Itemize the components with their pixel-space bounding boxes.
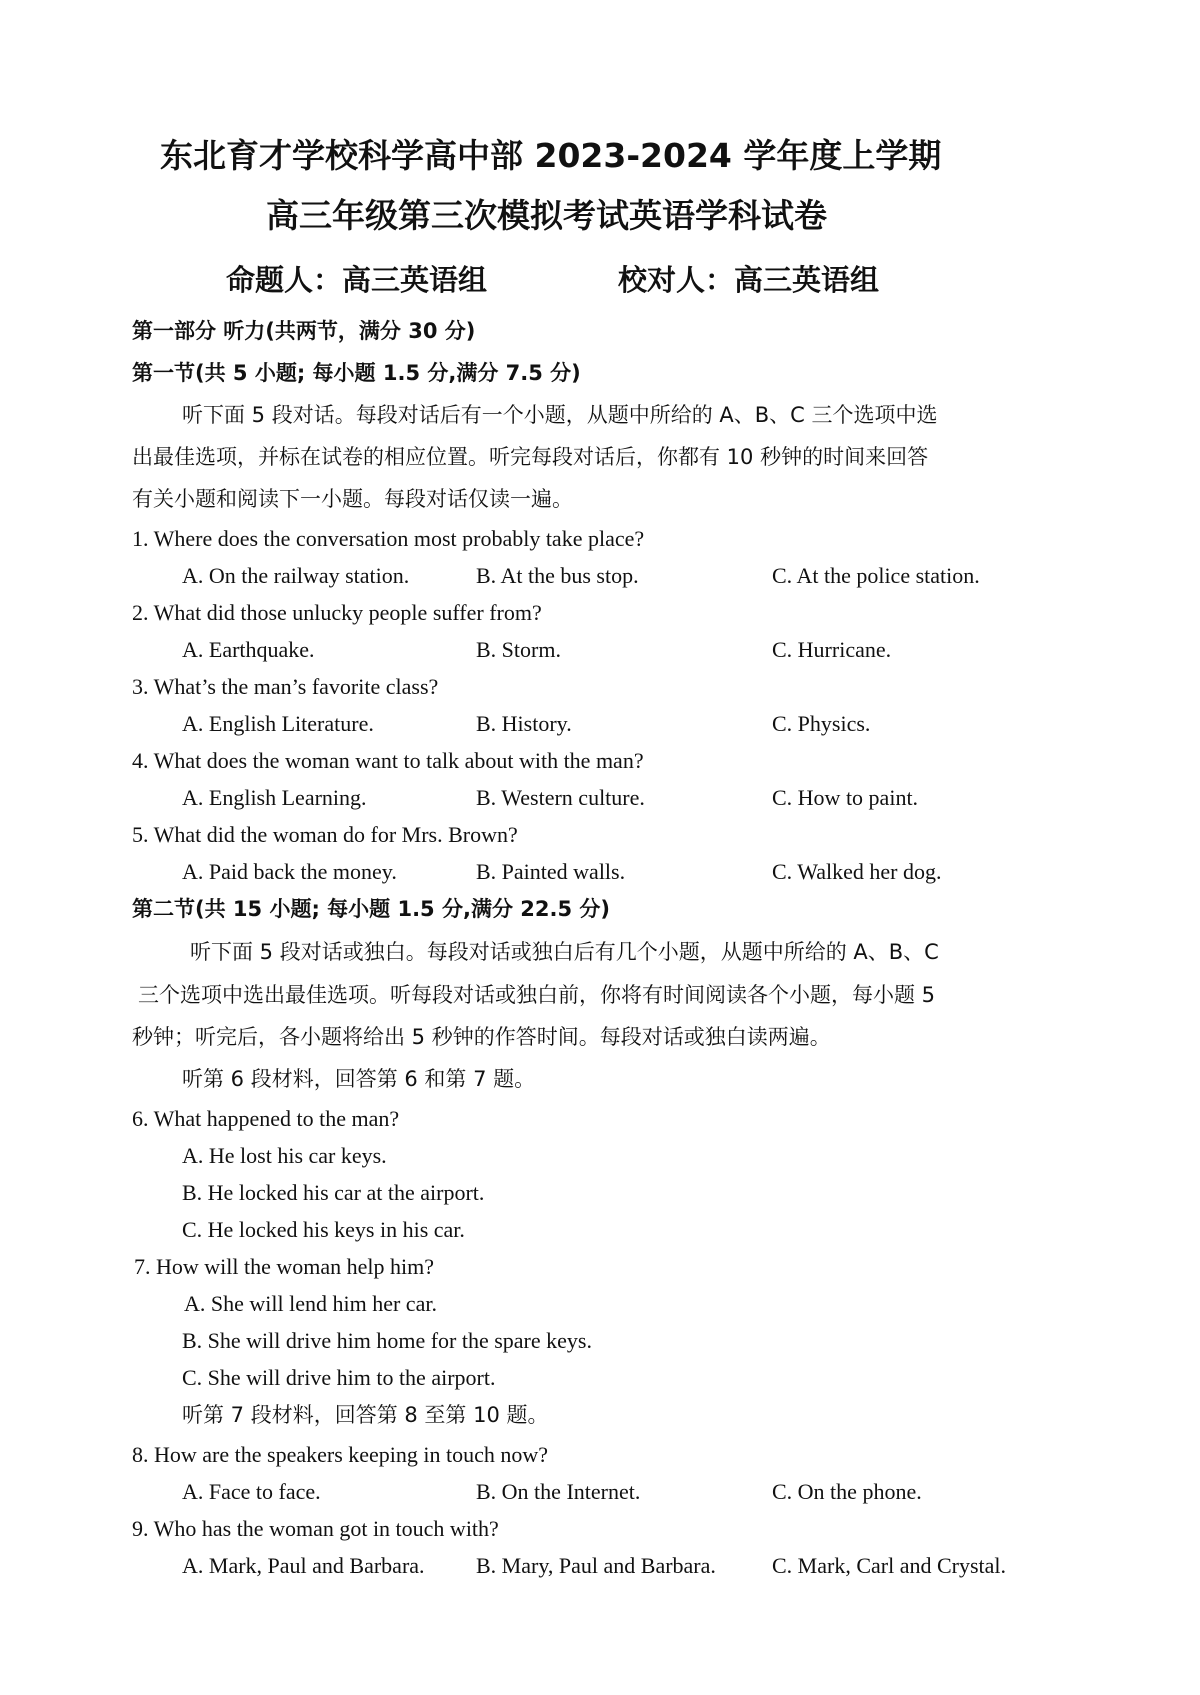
option-a: A. Mark, Paul and Barbara. — [182, 1553, 425, 1578]
option-b: B. Storm. — [476, 637, 561, 662]
option-a: A. Paid back the money. — [182, 859, 397, 884]
option-a: A. He lost his car keys. — [182, 1143, 387, 1168]
question-text: 1. Where does the conversation most probably take place? — [132, 526, 645, 551]
question-text: 9. Who has the woman got in touch with? — [132, 1516, 499, 1541]
material-note: 听第 6 段材料，回答第 6 和第 7 题。 — [182, 1067, 536, 1091]
part-heading: 第一部分 听力(共两节，满分 30 分) — [132, 319, 476, 343]
question-text: 7. How will the woman help him? — [134, 1254, 435, 1279]
question-text: 5. What did the woman do for Mrs. Brown? — [132, 822, 518, 847]
option-b: B. On the Internet. — [476, 1479, 641, 1504]
option-c: C. How to paint. — [772, 785, 919, 810]
option-a: A. Earthquake. — [182, 637, 315, 662]
instruction-line: 听下面 5 段对话或独白。每段对话或独白后有几个小题，从题中所给的 A、B、C — [190, 940, 939, 964]
option-b: B. Western culture. — [476, 785, 645, 810]
question-text: 6. What happened to the man? — [132, 1106, 400, 1131]
option-c: C. Walked her dog. — [772, 859, 942, 884]
option-a: A. English Learning. — [182, 785, 367, 810]
option-b: B. She will drive him home for the spare keys. — [182, 1328, 592, 1353]
option-a: A. She will lend him her car. — [184, 1291, 437, 1316]
option-c: C. At the police station. — [772, 563, 980, 588]
option-c: C. Hurricane. — [772, 637, 892, 662]
author-line: 命题人：高三英语组 — [226, 263, 488, 297]
option-c: C. On the phone. — [772, 1479, 922, 1504]
page-title: 东北育才学校科学高中部 2023-2024 学年度上学期 — [160, 136, 942, 175]
instruction-line: 听下面 5 段对话。每段对话后有一个小题，从题中所给的 A、B、C 三个选项中选 — [182, 403, 938, 427]
option-b: B. At the bus stop. — [476, 563, 639, 588]
section-heading: 第二节(共 15 小题; 每小题 1.5 分,满分 22.5 分) — [132, 897, 610, 921]
checker-line: 校对人：高三英语组 — [618, 263, 880, 297]
option-b: B. Mary, Paul and Barbara. — [476, 1553, 716, 1578]
option-a: A. On the railway station. — [182, 563, 410, 588]
page-subtitle: 高三年级第三次模拟考试英语学科试卷 — [266, 196, 827, 235]
option-b: B. History. — [476, 711, 572, 736]
option-a: A. Face to face. — [182, 1479, 321, 1504]
material-note: 听第 7 段材料，回答第 8 至第 10 题。 — [182, 1403, 549, 1427]
section-heading: 第一节(共 5 小题; 每小题 1.5 分,满分 7.5 分) — [132, 361, 581, 385]
option-c: C. Physics. — [772, 711, 871, 736]
option-c: C. She will drive him to the airport. — [182, 1365, 496, 1390]
question-text: 3. What’s the man’s favorite class? — [132, 674, 439, 699]
option-a: A. English Literature. — [182, 711, 374, 736]
instruction-line: 三个选项中选出最佳选项。听每段对话或独白前，你将有时间阅读各个小题，每小题 5 — [138, 983, 936, 1007]
instruction-line: 出最佳选项，并标在试卷的相应位置。听完每段对话后，你都有 10 秒钟的时间来回答 — [132, 445, 929, 469]
question-text: 2. What did those unlucky people suffer from? — [132, 600, 542, 625]
question-text: 8. How are the speakers keeping in touch now? — [132, 1442, 549, 1467]
option-c: C. Mark, Carl and Crystal. — [772, 1553, 1007, 1578]
option-b: B. Painted walls. — [476, 859, 626, 884]
option-c: C. He locked his keys in his car. — [182, 1217, 465, 1242]
option-b: B. He locked his car at the airport. — [182, 1180, 485, 1205]
question-text: 4. What does the woman want to talk about with the man? — [132, 748, 644, 773]
instruction-line: 有关小题和阅读下一小题。每段对话仅读一遍。 — [132, 487, 573, 511]
instruction-line: 秒钟；听完后，各小题将给出 5 秒钟的作答时间。每段对话或独白读两遍。 — [132, 1025, 831, 1049]
